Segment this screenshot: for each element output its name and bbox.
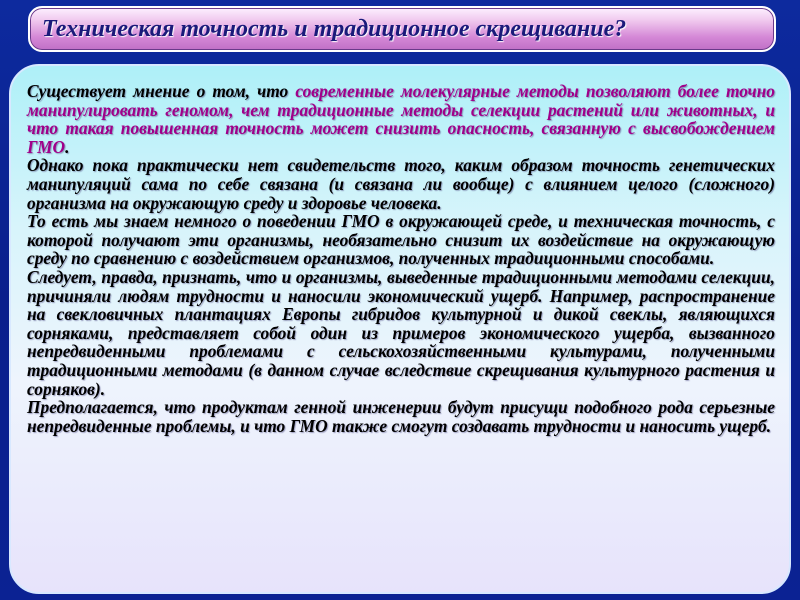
paragraph-1 [27,82,775,156]
paragraph-5: Предполагается, что продуктам генной инженерии будут присущи подобного рода серьезные непредвиденные проблемы, и что ГМО также смогут создавать трудности и наносить ущерб. [27,397,775,436]
paragraph-2: Однако пока практически нет свидетельств того, каким образом точность генетических манипуляций сама по себе связана (и связана ли вообще) с влиянием целого (сложного) организма на окружающую среду и здоровье человека. [27,155,775,213]
paragraph-4: Следует, правда, признать, что и организмы, выведенные традиционными методами селекции, причиняли людям трудности и наносили экономический ущерб. Например, распространение на свекловичных плантациях Европы гибридов культурной и дикой свеклы, являющихся сорняками, представляет собой один из примеров экономического ущерба, вызванного непредвиденными проблемами с сельскохозяйственными культурами, полученными традиционными методами (в данном случае вследствие скрещивания культурного растения и сорняков). [27,266,775,399]
paragraph-1-highlight: современные молекулярные методы позволяют более точно манипулировать геномом, чем традиционные методы селекции растений или животных, и что такая повышенная точность может снизить опасность, связанную с высвобождением ГМО [27,81,776,157]
title-banner [28,6,776,52]
paragraph-1-end: . [65,136,70,157]
paragraph-1-intro: Существует мнение о том, что [27,81,296,101]
slide-title: Техническая точность и традиционное скрещивание? [42,15,627,42]
paragraph-3: То есть мы знаем немного о поведении ГМО в окружающей среде, и техническая точность, с которой получают эти организмы, необязательно снизит их воздействие на окружающую среду по сравнению с воздействием организмов, полученных традиционными способами. [27,211,775,269]
content-panel [9,64,791,594]
